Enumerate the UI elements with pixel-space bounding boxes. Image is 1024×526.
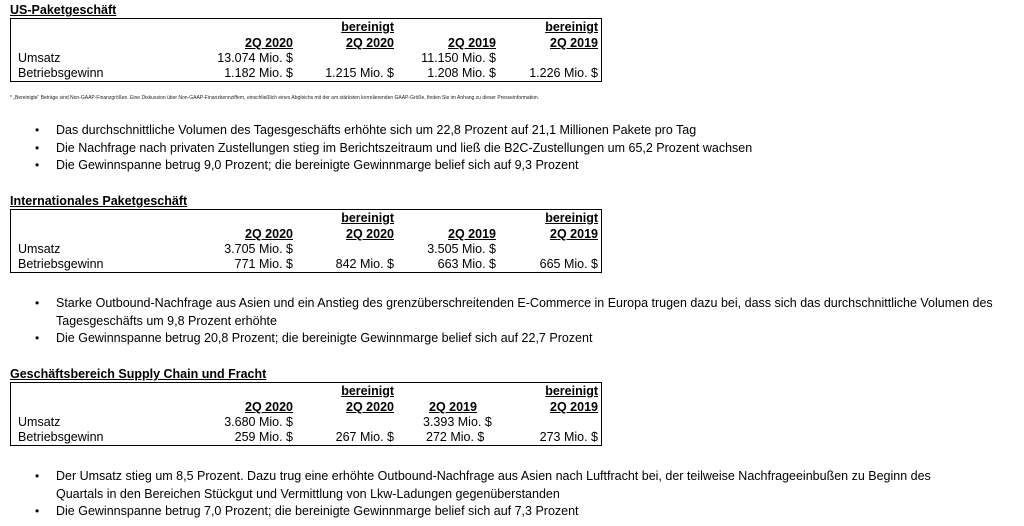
financial-table-us: [10, 18, 602, 82]
betriebsgewinn-2q2020: 771 Mio. $: [234, 257, 293, 271]
bullet-item: • Starke Outbound-Nachfrage aus Asien und ein Anstieg des grenzüberschreitenden E-Commerce in Europa trugen dazu bei, dass sich das durchschnittliche Volumen des Tagesgeschäfts um 9,8 Prozent erhöhte: [36, 295, 1016, 330]
col1-header: 2Q 2020: [245, 36, 293, 50]
section-title-us: US-Paketgeschäft: [10, 3, 117, 17]
col4-header: 2Q 2019: [550, 227, 598, 241]
col4-header-top: bereinigt: [545, 211, 598, 225]
umsatz-2q2019: 11.150 Mio. $: [421, 51, 496, 65]
col2-header-top: bereinigt: [341, 211, 394, 225]
col1-header: 2Q 2020: [245, 227, 293, 241]
table-top-border: [10, 382, 602, 383]
section-title-international: Internationales Paketgeschäft: [10, 194, 188, 208]
betriebsgewinn-2q2020: 259 Mio. $: [234, 430, 293, 444]
table-top-border: [10, 209, 602, 210]
section-title-supply-chain: Geschäftsbereich Supply Chain und Fracht: [10, 367, 267, 381]
bullet-item: • Die Nachfrage nach privaten Zustellungen stieg im Berichtszeitraum und ließ die B2C-Zustellungen um 65,2 Prozent wachsen: [36, 140, 752, 158]
row-label-betriebsgewinn: Betriebsgewinn: [18, 66, 104, 80]
bullet-item: • Das durchschnittliche Volumen des Tagesgeschäfts erhöhte sich um 22,8 Prozent auf 21,1 Millionen Pakete pro Tag: [36, 122, 752, 140]
betriebsgewinn-2q2019: 663 Mio. $: [437, 257, 496, 271]
betriebsgewinn-bereinigt-2q2020: 842 Mio. $: [335, 257, 394, 271]
table-top-border: [10, 18, 602, 19]
financial-table-supply-chain: [10, 382, 602, 446]
col2-header: 2Q 2020: [346, 227, 394, 241]
row-label-betriebsgewinn: Betriebsgewinn: [18, 257, 104, 271]
row-label-umsatz: Umsatz: [18, 242, 61, 256]
bullet-list-international: [36, 295, 1016, 348]
bullet-list-supply-chain: [36, 468, 976, 521]
col4-header: 2Q 2019: [550, 36, 598, 50]
row-label-umsatz: Umsatz: [18, 51, 61, 65]
col1-header: 2Q 2020: [245, 400, 293, 414]
col3-header: 2Q 2019: [448, 227, 496, 241]
umsatz-2q2019: 3.505 Mio. $: [427, 242, 496, 256]
betriebsgewinn-2q2019: 272 Mio. $: [426, 430, 485, 444]
betriebsgewinn-bereinigt-2q2019: 665 Mio. $: [539, 257, 598, 271]
betriebsgewinn-2q2019: 1.208 Mio. $: [427, 66, 496, 80]
col2-header-top: bereinigt: [341, 20, 394, 34]
col4-header-top: bereinigt: [545, 384, 598, 398]
col4-header: 2Q 2019: [550, 400, 598, 414]
row-label-betriebsgewinn: Betriebsgewinn: [18, 430, 104, 444]
col2-header: 2Q 2020: [346, 400, 394, 414]
betriebsgewinn-bereinigt-2q2020: 267 Mio. $: [335, 430, 394, 444]
betriebsgewinn-bereinigt-2q2019: 273 Mio. $: [539, 430, 598, 444]
betriebsgewinn-bereinigt-2q2019: 1.226 Mio. $: [529, 66, 598, 80]
col2-header-top: bereinigt: [341, 384, 394, 398]
row-label-umsatz: Umsatz: [18, 415, 61, 429]
col3-header: 2Q 2019: [448, 36, 496, 50]
bullet-item: • Der Umsatz stieg um 8,5 Prozent. Dazu trug eine erhöhte Outbound-Nachfrage aus Asien nach Luftfracht bei, der teilweise Nachfrageeinbußen zu Beginn des Quartals in den Bereichen Stückgut und Vermittlung von Lkw-Ladungen gegenüberstanden: [36, 468, 976, 503]
umsatz-2q2020: 3.680 Mio. $: [224, 415, 293, 429]
umsatz-2q2019: 3.393 Mio. $: [423, 415, 492, 429]
col4-header-top: bereinigt: [545, 20, 598, 34]
bullet-item: • Die Gewinnspanne betrug 7,0 Prozent; die bereinigte Gewinnmarge belief sich auf 7,3 Prozent: [36, 503, 976, 521]
bullet-item: • Die Gewinnspanne betrug 20,8 Prozent; die bereinigte Gewinnmarge belief sich auf 22,7 Prozent: [36, 330, 1016, 348]
betriebsgewinn-bereinigt-2q2020: 1.215 Mio. $: [325, 66, 394, 80]
betriebsgewinn-2q2020: 1.182 Mio. $: [224, 66, 293, 80]
footnote: * „Bereinigte“ Beträge sind Non-GAAP-Finanzgrößen. Eine Diskussion über Non-GAAP-Finanzkennziffern, einschließlich eines Abgleichs mit der am stärksten korrelierenden GAAP-Größe, finden Sie im Anhang zu dieser Presseinformation.: [10, 95, 540, 101]
umsatz-2q2020: 3.705 Mio. $: [224, 242, 293, 256]
bullet-list-us: [36, 122, 752, 175]
umsatz-2q2020: 13.074 Mio. $: [217, 51, 293, 65]
financial-table-international: [10, 209, 602, 273]
col2-header: 2Q 2020: [346, 36, 394, 50]
bullet-item: • Die Gewinnspanne betrug 9,0 Prozent; die bereinigte Gewinnmarge belief sich auf 9,3 Prozent: [36, 157, 752, 175]
col3-header: 2Q 2019: [429, 400, 477, 414]
